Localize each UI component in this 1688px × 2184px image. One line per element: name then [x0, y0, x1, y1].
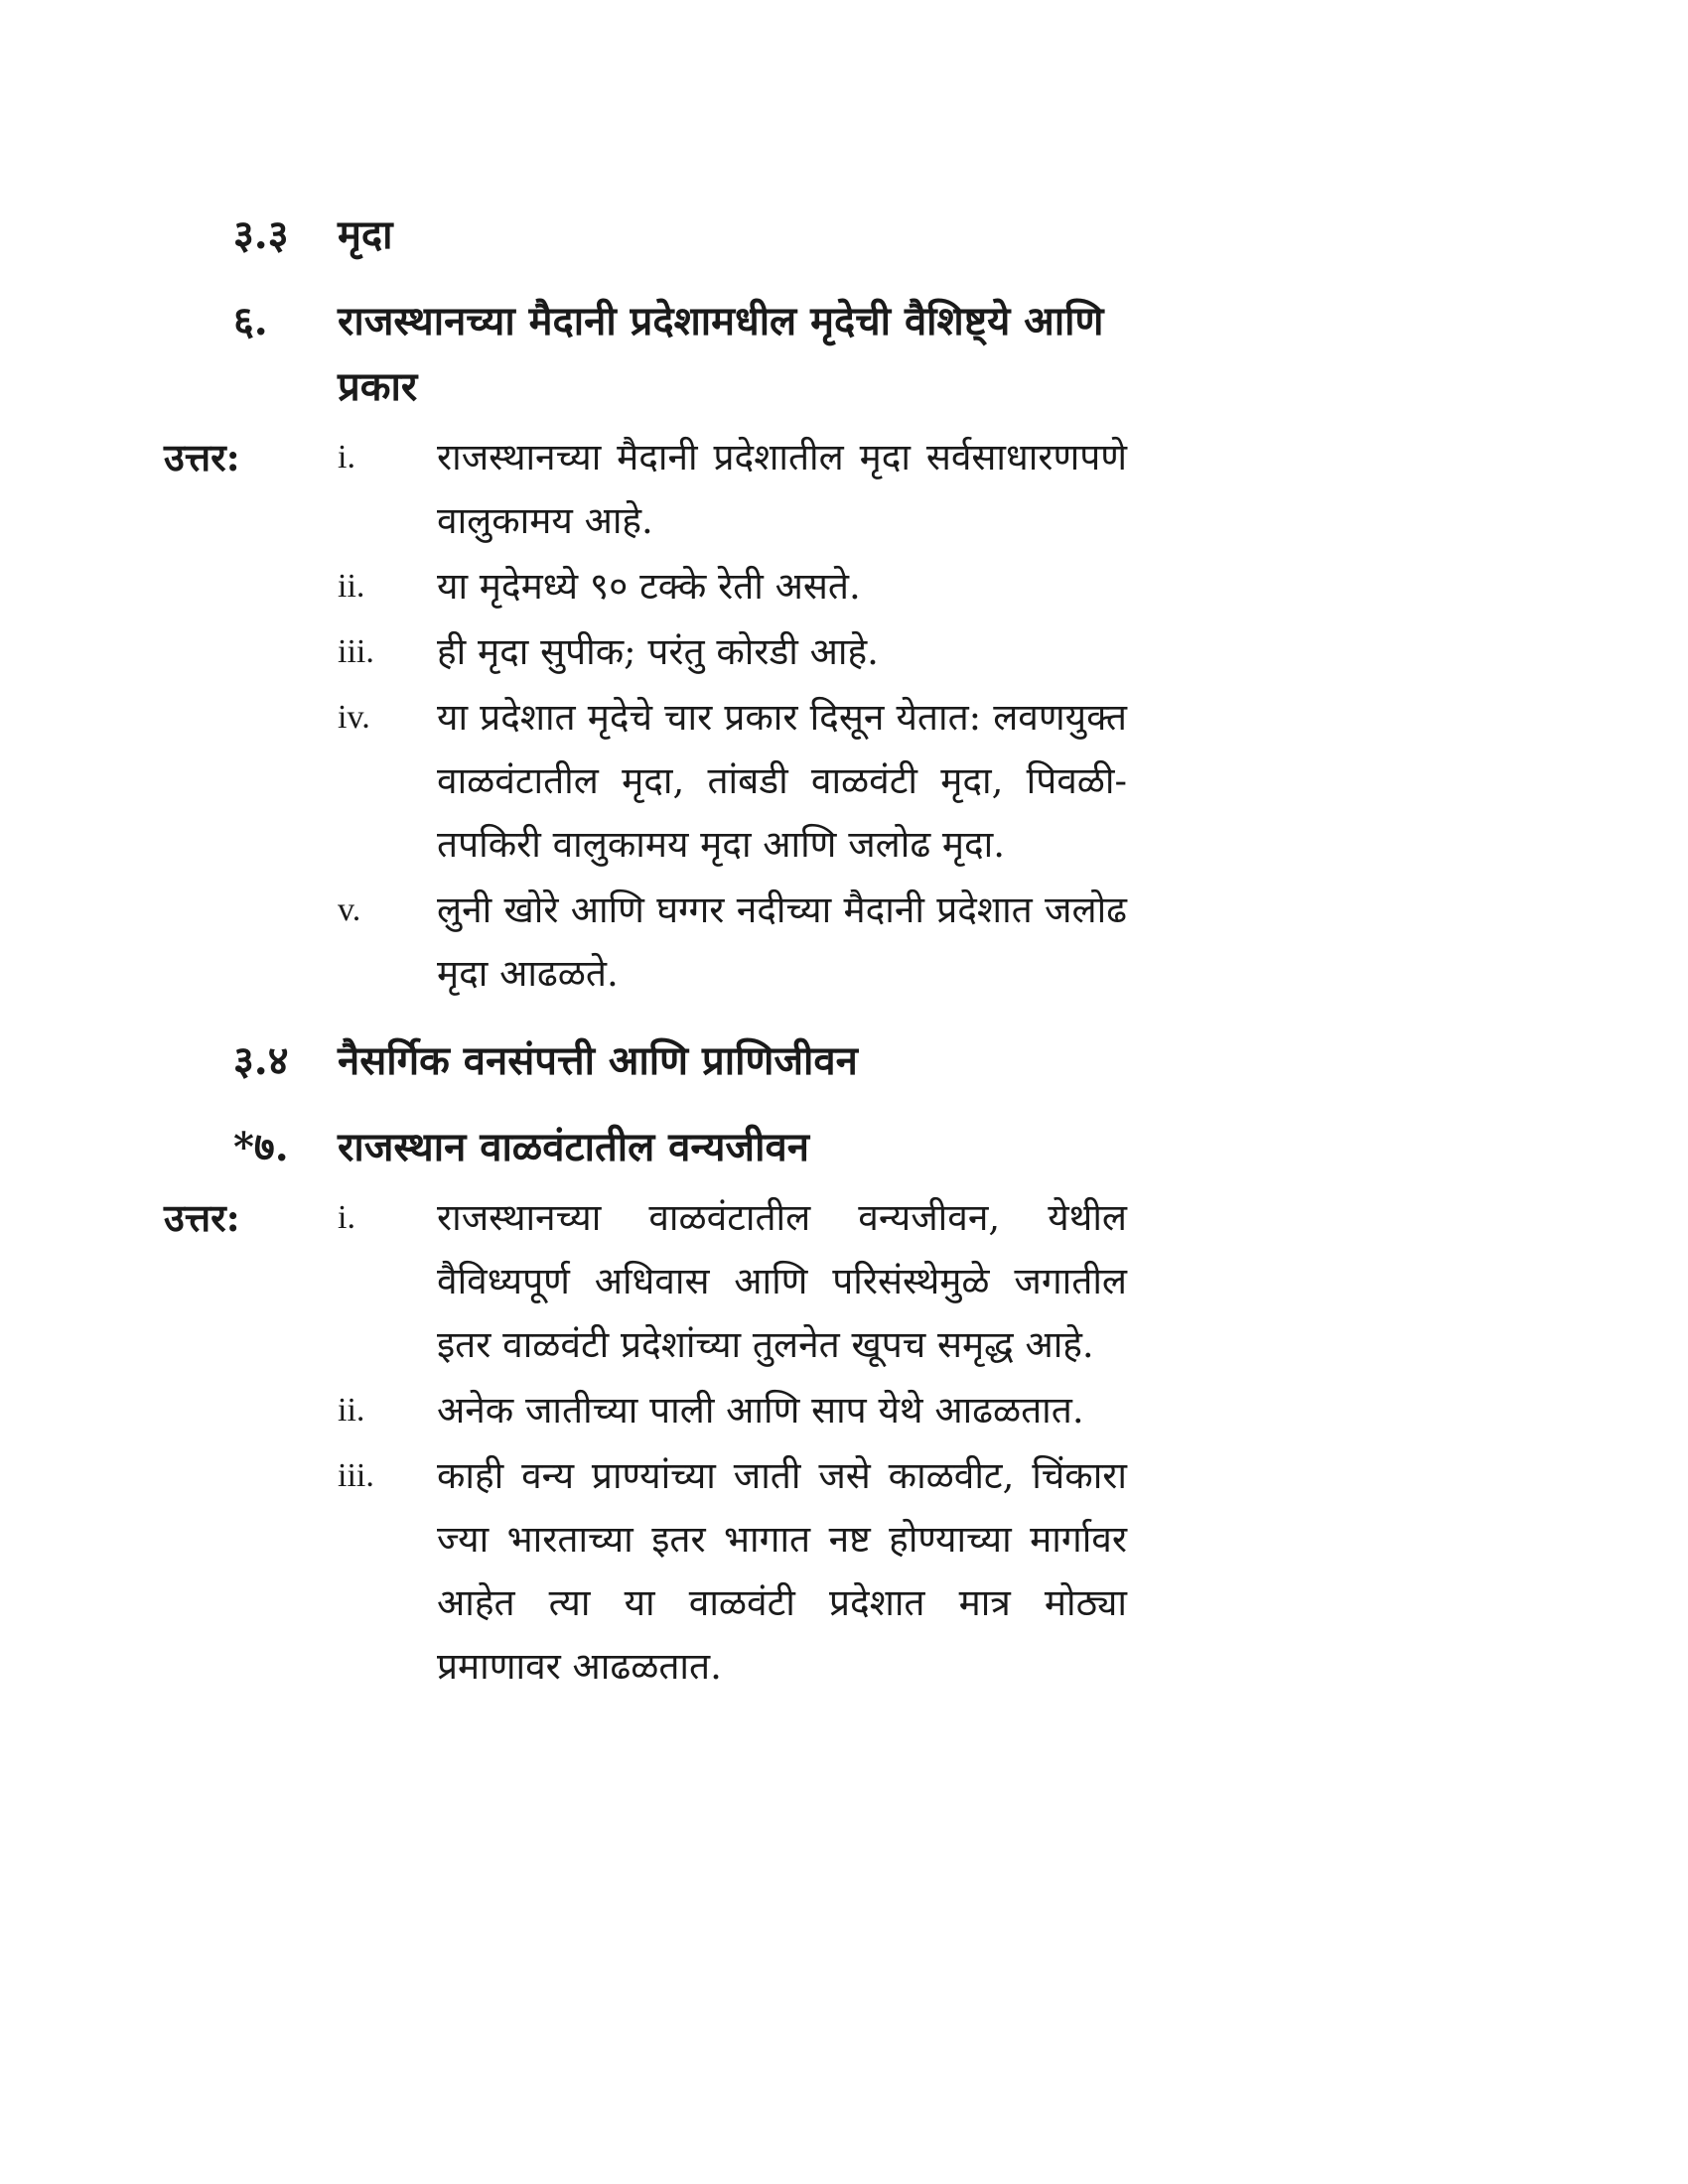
question-number: ६.	[233, 298, 268, 344]
question-6	[233, 289, 1127, 420]
item-text: लुनी खोरे आणि घग्गर नदीच्या मैदानी प्रदेशात जलोढ मृदा आढळते.	[437, 888, 1127, 995]
answer-block-7	[164, 1186, 1127, 1699]
answer-block-6	[164, 426, 1127, 1006]
item-numeral: iii.	[338, 1457, 374, 1494]
section-number: ३.३	[233, 211, 289, 258]
list-item	[338, 1186, 1127, 1377]
list-item	[338, 879, 1127, 1006]
section-heading-soil	[233, 204, 1127, 267]
answer-label: उत्तर:	[164, 1195, 240, 1240]
item-numeral: v.	[338, 891, 361, 928]
list-item	[338, 426, 1127, 553]
question-text: राजस्थान वाळवंटातील वन्यजीवन	[338, 1124, 809, 1170]
question-text: राजस्थानच्या मैदानी प्रदेशामधील मृदेची वैशिष्ट्ये आणि प्रकार	[338, 298, 1104, 410]
item-text: काही वन्य प्राण्यांच्या जाती जसे काळवीट, चिंकारा ज्या भारताच्या इतर भागात नष्ट होण्याच्या मार्गावर आहेत त्या या वाळवंटी प्रदेशात मात्र मोठ्या प्रमाणावर आढळतात.	[437, 1454, 1127, 1688]
item-text: या प्रदेशात मृदेचे चार प्रकार दिसून येतात: लवणयुक्त वाळवंटातील मृदा, तांबडी वाळवंटी मृदा, पिवळी-तपकिरी वालुकामय मृदा आणि जलोढ मृदा.	[437, 696, 1127, 866]
item-text: अनेक जातीच्या पाली आणि साप येथे आढळतात.	[437, 1389, 1084, 1432]
list-item	[338, 620, 1127, 684]
document-content	[164, 204, 1127, 1722]
section-title: मृदा	[338, 211, 393, 258]
item-text: ही मृदा सुपीक; परंतु कोरडी आहे.	[437, 630, 879, 673]
list-item	[338, 555, 1127, 618]
item-numeral: iii.	[338, 633, 374, 670]
question-7	[233, 1115, 1127, 1180]
list-item	[338, 1444, 1127, 1699]
list-item	[338, 686, 1127, 877]
list-item	[338, 1379, 1127, 1442]
section-title: नैसर्गिक वनसंपत्ती आणि प्राणिजीवन	[338, 1037, 858, 1084]
item-text: राजस्थानच्या मैदानी प्रदेशातील मृदा सर्वसाधारणपणे वालुकामय आहे.	[437, 436, 1127, 542]
item-numeral: ii.	[338, 1392, 365, 1429]
item-text: राजस्थानच्या वाळवंटातील वन्यजीवन, येथील वैविध्यपूर्ण अधिवास आणि परिसंस्थेमुळे जगातील इतर वाळवंटी प्रदेशांच्या तुलनेत खूपच समृद्ध आहे.	[437, 1196, 1127, 1366]
item-numeral: i.	[338, 439, 355, 476]
item-text: या मृदेमध्ये ९० टक्के रेती असते.	[437, 565, 861, 608]
item-numeral: ii.	[338, 568, 365, 605]
item-numeral: i.	[338, 1199, 355, 1236]
section-heading-natural-resources	[233, 1029, 1127, 1093]
question-number: *७.	[233, 1124, 289, 1170]
section-number: ३.४	[233, 1037, 289, 1084]
answer-label: उत्तर:	[164, 435, 240, 479]
item-numeral: iv.	[338, 699, 370, 736]
